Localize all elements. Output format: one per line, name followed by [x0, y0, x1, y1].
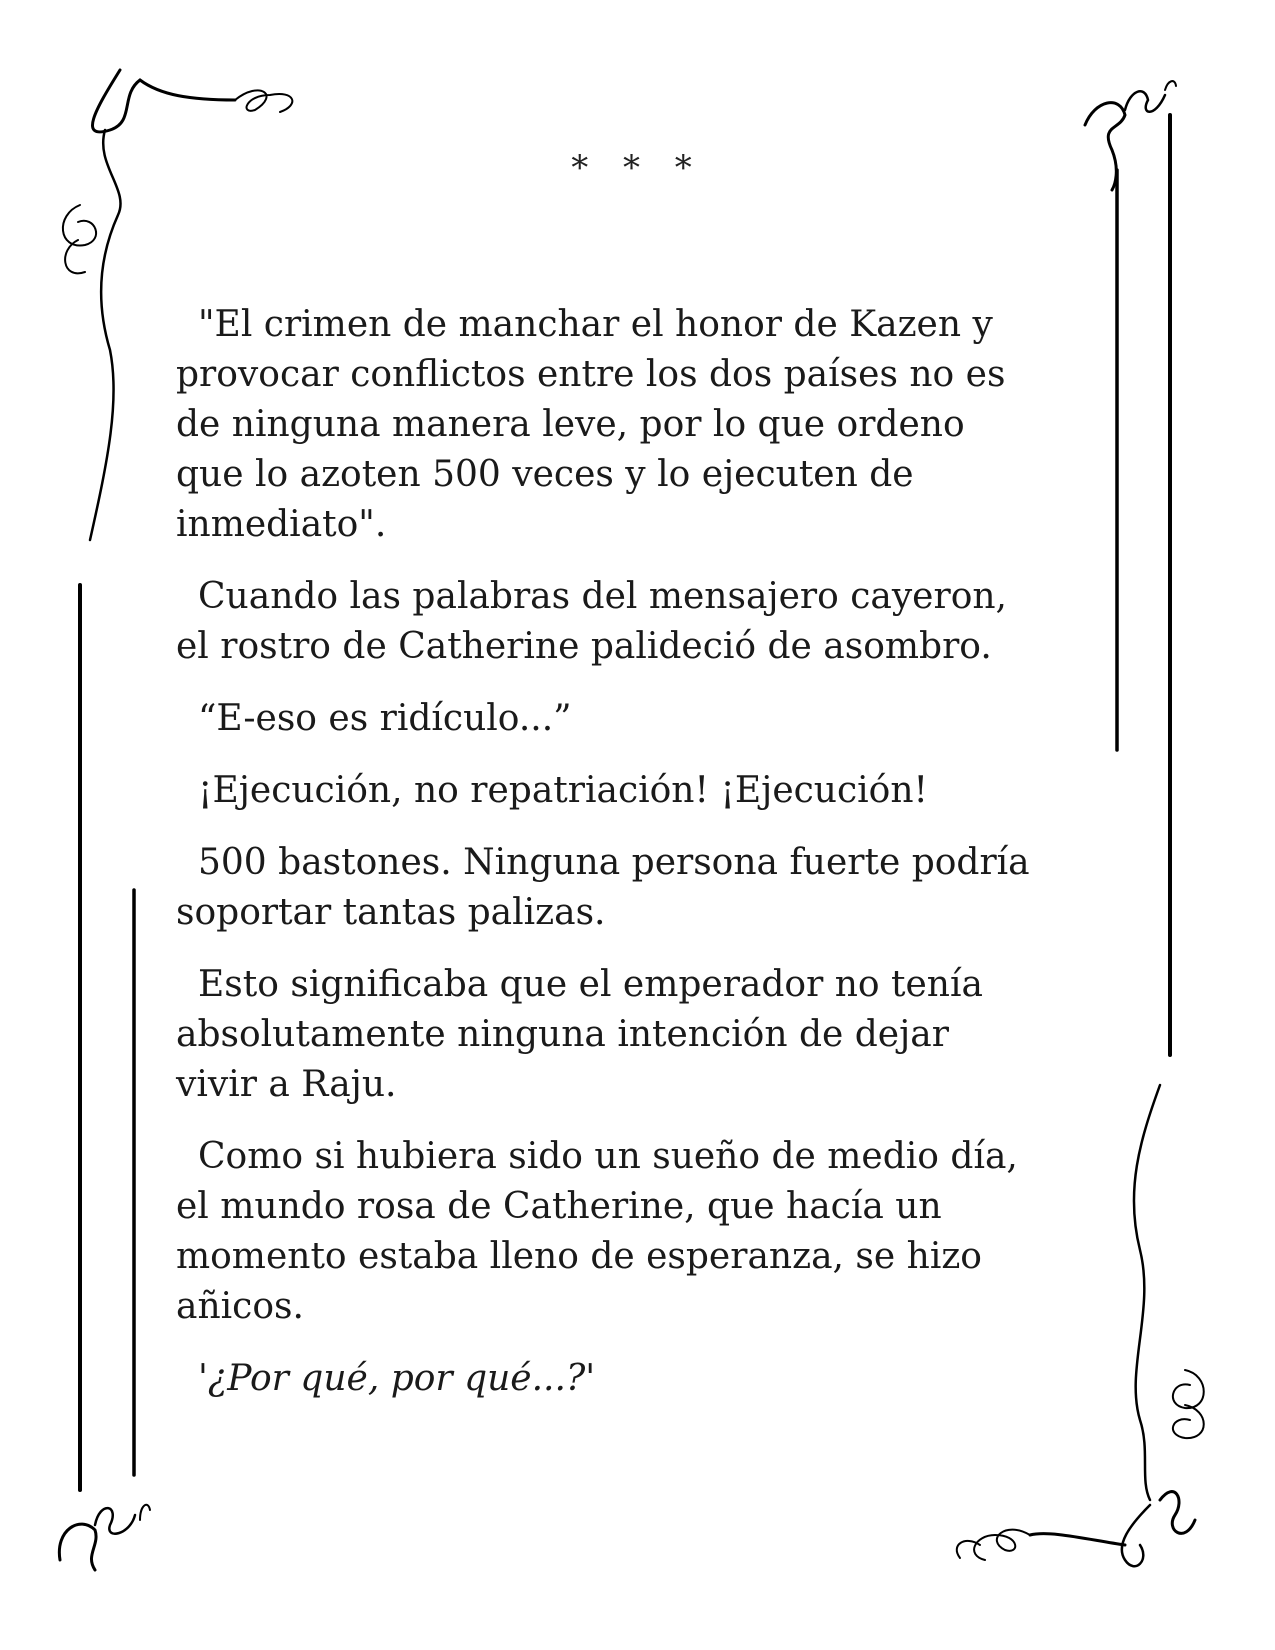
body-text [176, 300, 1076, 1426]
paragraph-5: 500 bastones. Ninguna persona fuerte podría soportar tantas palizas. [176, 842, 1030, 933]
paragraph-6: Esto significaba que el emperador no tenía absolutamente ninguna intención de dejar vivir a Raju. [176, 964, 983, 1105]
flourish-bottom-left [59, 1524, 96, 1570]
flourish-top-left [92, 70, 235, 132]
paragraph-7: Como si hubiera sido un sueño de medio día, el mundo rosa de Catherine, que hacía un momento estaba lleno de esperanza, se hizo añicos. [176, 1136, 1018, 1327]
paragraph-3: “E-eso es ridículo...” [198, 698, 572, 739]
paragraph-1: "El crimen de manchar el honor de Kazen y provocar conflictos entre los dos países no es de ninguna manera leve, por lo que ordeno que lo azoten 500 veces y lo ejecuten de inmediato". [176, 304, 1006, 545]
paragraph-4: ¡Ejecución, no repatriación! ¡Ejecución! [198, 770, 928, 811]
paragraph-2: Cuando las palabras del mensajero cayeron, el rostro de Catherine palideció de asombro. [176, 576, 1007, 667]
paragraph-8-thought: '¿Por qué, por qué...?' [198, 1358, 596, 1399]
flourish-bottom-right [1134, 1085, 1160, 1500]
section-separator: * * * [571, 148, 704, 188]
